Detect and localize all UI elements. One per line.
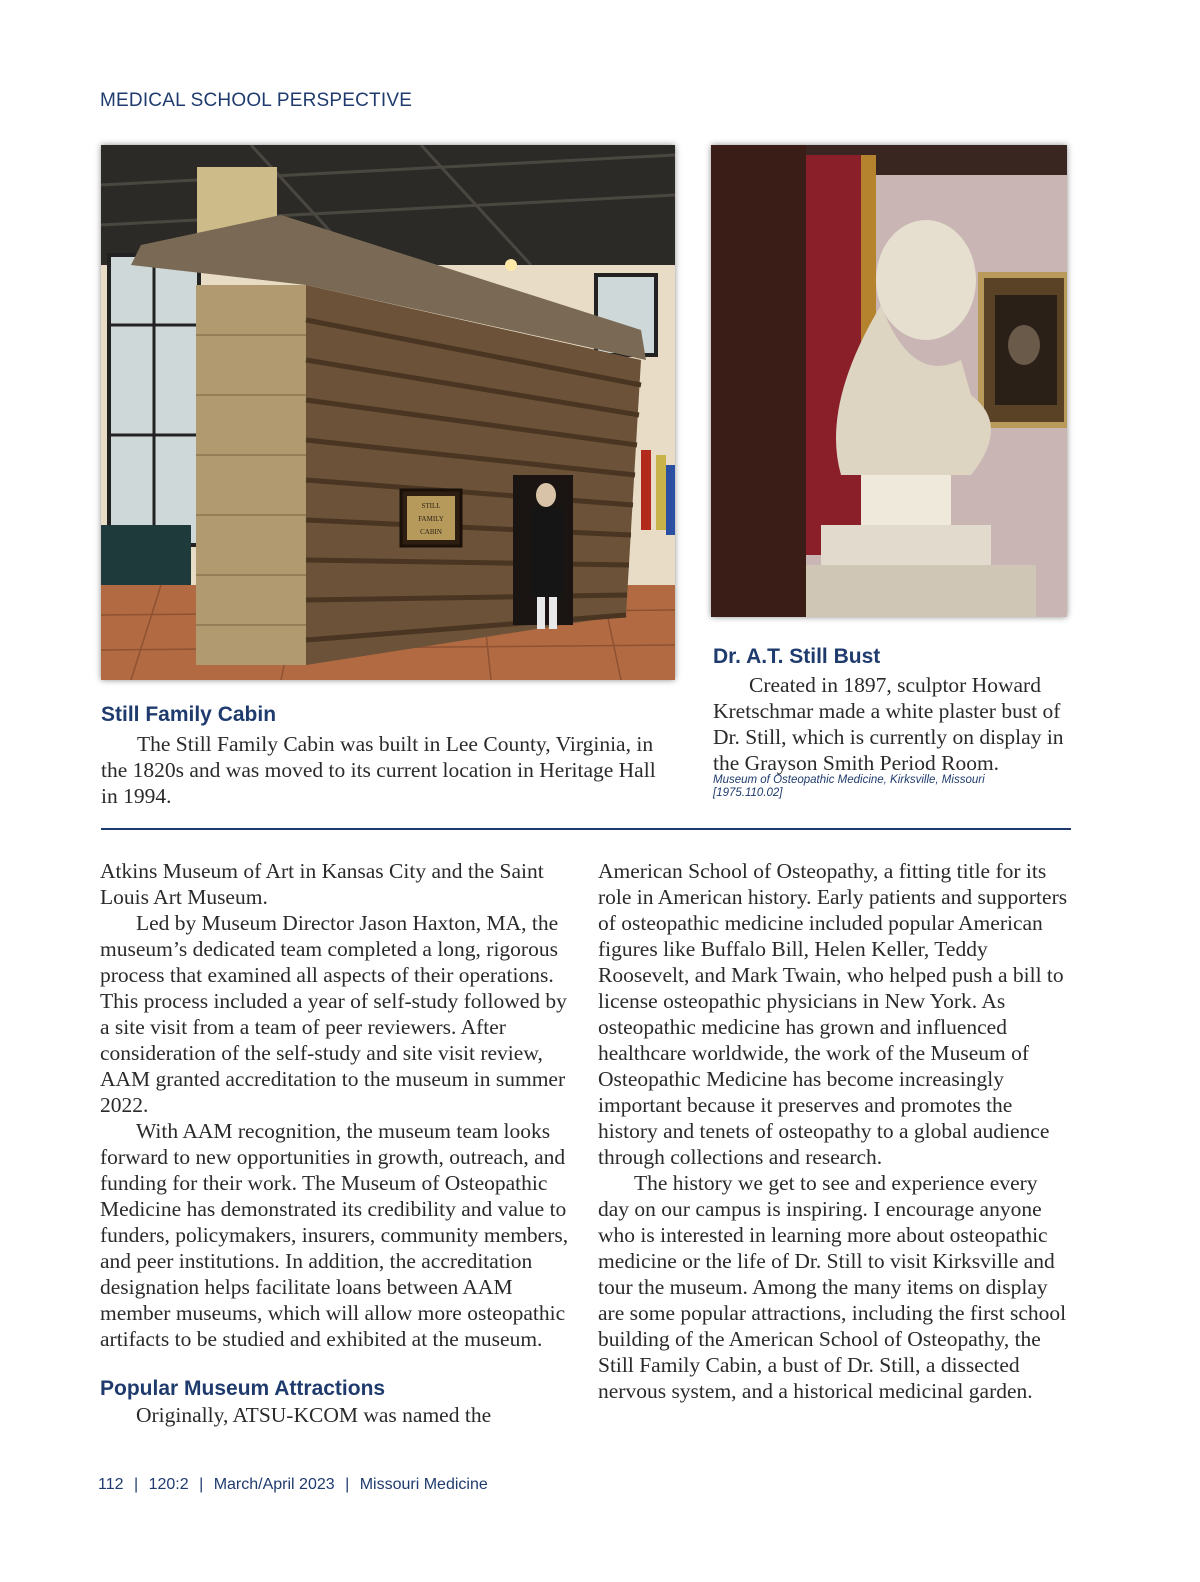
article-paragraph: Originally, ATSU-KCOM was named the <box>136 1403 492 1427</box>
article-column-left <box>100 858 570 1428</box>
dr-still-bust-photo <box>711 145 1067 617</box>
still-family-cabin-photo <box>101 145 675 680</box>
article-paragraph: The history we get to see and experience every day on our campus is inspiring. I encourage anyone who is interested in learning more about osteopathic medicine or the life of Dr. Still to visit Kirksville and tour the museum. Among the many items on display are some popular attractions, including the first school building of the American School of Osteopathy, the Still Family Cabin, a bust of Dr. Still, a dissected nervous system, and a historical medicinal garden. <box>598 1171 1067 1403</box>
bust-photo-credit <box>713 774 1053 800</box>
cabin-sign-line1: STILL <box>421 502 441 510</box>
footer-separator: | <box>345 1476 350 1493</box>
article-paragraph: With AAM recognition, the museum team looks forward to new opportunities in growth, outreach, and funding for their work. The Museum of Osteopathic Medicine has demonstrated its credibility and value to funders, policymakers, insurers, community members, and peer institutions. In addition, the accreditation designation helps facilitate loans between AAM member museums, which will allow more osteopathic artifacts to be studied and exhibited at the museum. <box>100 1119 569 1351</box>
section-heading: Popular Museum Attractions <box>100 1377 386 1400</box>
footer-separator: | <box>199 1476 204 1493</box>
cabin-sign-line2: FAMILY <box>418 515 444 523</box>
section-label: MEDICAL SCHOOL PERSPECTIVE <box>100 90 413 111</box>
section-divider <box>101 828 1071 830</box>
credit-line-2: [1975.110.02] <box>713 787 783 799</box>
article-column-right <box>598 858 1068 1404</box>
footer-separator: | <box>133 1476 139 1493</box>
volume-issue: 120:2 <box>148 1476 189 1493</box>
cabin-sign-line3: CABIN <box>420 528 442 536</box>
bust-caption-title: Dr. A.T. Still Bust <box>713 645 881 668</box>
page-number: 112 <box>98 1476 124 1493</box>
page-footer <box>98 1476 488 1494</box>
cabin-caption-body: The Still Family Cabin was built in Lee County, Virginia, in the 1820s and was moved to its current location in Heritage Hall in 1994. <box>101 732 656 808</box>
bust-caption-body: Created in 1897, sculptor Howard Kretschmar made a white plaster bust of Dr. Still, which is currently on display in the Grayson Smith Period Room. <box>713 673 1064 775</box>
publication-name: Missouri Medicine <box>359 1476 488 1493</box>
cabin-caption-title: Still Family Cabin <box>101 703 277 726</box>
article-paragraph: American School of Osteopathy, a fitting title for its role in American history. Early patients and supporters of osteopathic medicine included popular American figures like Buffalo Bill, Helen Keller, Teddy Roosevelt, and Mark Twain, who helped push a bill to license osteopathic physicians in New York. As osteopathic medicine has grown and influenced healthcare worldwide, the work of the Museum of Osteopathic Medicine has become increasingly important because it preserves and promotes the history and tenets of osteopathy to a global audience through collections and research. <box>598 859 1068 1169</box>
credit-line-1: Museum of Osteopathic Medicine, Kirksville, Missouri <box>713 774 985 786</box>
article-paragraph: Led by Museum Director Jason Haxton, MA, the museum’s dedicated team completed a long, rigorous process that examined all aspects of their operations. This process included a year of self-study followed by a site visit from a team of peer reviewers. After consideration of the self-study and site visit review, AAM granted accreditation to the museum in summer 2022. <box>100 911 567 1117</box>
issue-date: March/April 2023 <box>213 1476 335 1493</box>
article-paragraph: Atkins Museum of Art in Kansas City and the Saint Louis Art Museum. <box>100 859 544 909</box>
